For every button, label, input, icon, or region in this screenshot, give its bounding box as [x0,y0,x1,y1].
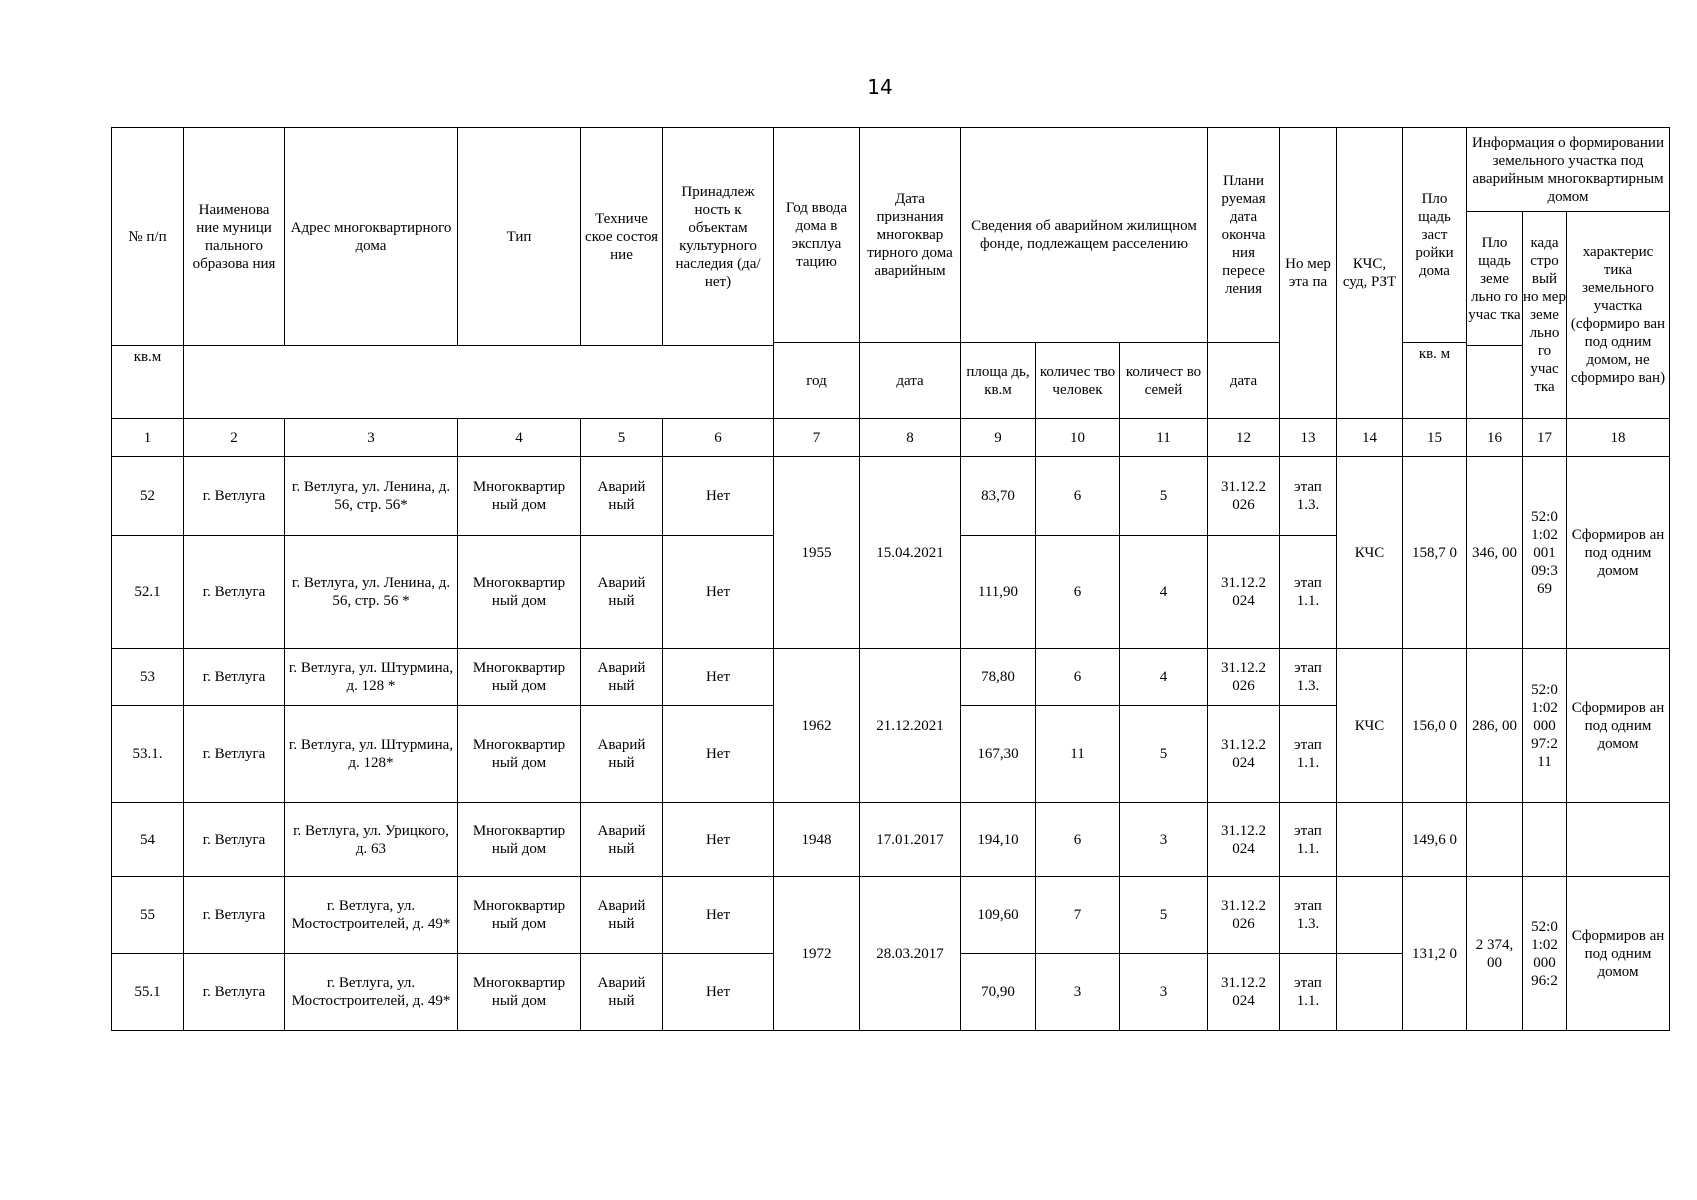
header-type: Тип [458,128,581,346]
group-plot-area: 346, 00 [1467,457,1523,649]
column-number: 18 [1567,419,1670,457]
header-planned-date: Плани руемая дата оконча ния пересе ления [1208,128,1280,343]
row-stage: этап 1.1. [1280,803,1337,877]
group-characteristic: Сформиров ан под одним домом [1567,877,1670,1031]
header-cultural-heritage: Принадлеж ность к объектам культурного наследия (да/нет) [663,128,774,346]
group-kchs: КЧС [1337,457,1403,649]
row-number: 54 [112,803,184,877]
row-state: Аварий ный [581,457,663,536]
header-plot-area: Пло щадь земе льно го учас тка [1467,212,1523,346]
group-plot-area [1467,803,1523,877]
row-families: 5 [1120,457,1208,536]
column-number: 17 [1523,419,1567,457]
column-number: 5 [581,419,663,457]
row-number: 52 [112,457,184,536]
row-address: г. Ветлуга, ул. Ленина, д. 56, стр. 56* [285,457,458,536]
row-people: 6 [1036,536,1120,649]
row-kchs [1337,877,1403,954]
row-stage: этап 1.1. [1280,706,1337,803]
table-row [112,877,1670,954]
group-year: 1955 [774,457,860,649]
header-land-plot-info: Информация о формировании земельного участка под аварийным многоквартирным домом [1467,128,1670,212]
row-people: 11 [1036,706,1120,803]
group-characteristic: Сформиров ан под одним домом [1567,649,1670,803]
header-kchs: КЧС, суд, РЗТ [1337,128,1403,419]
row-state: Аварий ный [581,877,663,954]
group-year: 1972 [774,877,860,1031]
row-planned-date: 31.12.2 026 [1208,457,1280,536]
column-number: 3 [285,419,458,457]
row-planned-date: 31.12.2 024 [1208,706,1280,803]
row-type: Многоквартир ный дом [458,803,581,877]
row-planned-date: 31.12.2 026 [1208,649,1280,706]
row-type: Многоквартир ный дом [458,954,581,1031]
row-people: 6 [1036,457,1120,536]
row-families: 4 [1120,649,1208,706]
row-planned-date: 31.12.2 026 [1208,877,1280,954]
row-cultural: Нет [663,536,774,649]
group-characteristic [1567,803,1670,877]
row-address: г. Ветлуга, ул. Мостостроителей, д. 49* [285,877,458,954]
row-stage: этап 1.1. [1280,536,1337,649]
group-kchs: КЧС [1337,649,1403,803]
row-address: г. Ветлуга, ул. Мостостроителей, д. 49* [285,954,458,1031]
emergency-housing-table [111,127,1670,1031]
row-state: Аварий ный [581,536,663,649]
group-date: 15.04.2021 [860,457,961,649]
row-area: 111,90 [961,536,1036,649]
row-address: г. Ветлуга, ул. Штурмина, д. 128 * [285,649,458,706]
header-sub-people: количес тво человек [1036,343,1120,419]
column-number: 15 [1403,419,1467,457]
column-number-row [112,419,1670,457]
row-municipality: г. Ветлуга [184,954,285,1031]
column-number: 9 [961,419,1036,457]
row-type: Многоквартир ный дом [458,877,581,954]
row-address: г. Ветлуга, ул. Штурмина, д. 128* [285,706,458,803]
row-municipality: г. Ветлуга [184,803,285,877]
row-number: 55.1 [112,954,184,1031]
header-year-commissioned: Год ввода дома в эксплуа тацию [774,128,860,343]
group-characteristic: Сформиров ан под одним домом [1567,457,1670,649]
row-area: 167,30 [961,706,1036,803]
column-number: 2 [184,419,285,457]
row-families: 3 [1120,954,1208,1031]
row-type: Многоквартир ный дом [458,457,581,536]
row-cultural: Нет [663,649,774,706]
row-people: 6 [1036,649,1120,706]
group-building-area: 156,0 0 [1403,649,1467,803]
row-stage: этап 1.3. [1280,457,1337,536]
header-emergency-fund: Сведения об аварийном жилищном фонде, подлежащем расселению [961,128,1208,343]
group-date: 21.12.2021 [860,649,961,803]
row-number: 55 [112,877,184,954]
header-recognition-date: Дата признания многоквар тирного дома аварийным [860,128,961,343]
group-year: 1962 [774,649,860,803]
table-row [112,803,1670,877]
row-families: 5 [1120,706,1208,803]
row-families: 5 [1120,877,1208,954]
header-number: № п/п [112,128,184,346]
header-sub-area: площа дь, кв.м [961,343,1036,419]
table-row [112,649,1670,706]
group-cadastral: 52:0 1:02 000 96:2 [1523,877,1567,1031]
row-municipality: г. Ветлуга [184,706,285,803]
column-number: 13 [1280,419,1337,457]
header-sub-families: количест во семей [1120,343,1208,419]
row-area: 83,70 [961,457,1036,536]
header-sub-date: дата [860,343,961,419]
header-municipality: Наименова ние муници пального образова ния [184,128,285,346]
header-sub-building-area: кв. м [1403,343,1467,419]
row-state: Аварий ный [581,954,663,1031]
row-address: г. Ветлуга, ул. Урицкого, д. 63 [285,803,458,877]
group-kchs [1337,803,1403,877]
row-people: 3 [1036,954,1120,1031]
row-area: 70,90 [961,954,1036,1031]
row-stage: этап 1.1. [1280,954,1337,1031]
row-cultural: Нет [663,803,774,877]
column-number: 6 [663,419,774,457]
header-sub-year: год [774,343,860,419]
group-building-area: 149,6 0 [1403,803,1467,877]
row-number: 53.1. [112,706,184,803]
group-building-area: 158,7 0 [1403,457,1467,649]
group-building-area: 131,2 0 [1403,877,1467,1031]
row-planned-date: 31.12.2 024 [1208,536,1280,649]
row-municipality: г. Ветлуга [184,457,285,536]
column-number: 10 [1036,419,1120,457]
row-municipality: г. Ветлуга [184,536,285,649]
row-state: Аварий ный [581,803,663,877]
header-building-area: Пло щадь заст ройки дома [1403,128,1467,343]
row-people: 6 [1036,803,1120,877]
column-number: 8 [860,419,961,457]
row-area: 78,80 [961,649,1036,706]
row-area: 194,10 [961,803,1036,877]
row-stage: этап 1.3. [1280,877,1337,954]
header-plot-characteristic: характерис тика земельного участка (сформиро ван под одним домом, не сформиро ван) [1567,212,1670,419]
row-number: 53 [112,649,184,706]
row-type: Многоквартир ный дом [458,706,581,803]
header-cadastral-number: када стро вый но мер земе льно го учас тка [1523,212,1567,419]
row-area: 109,60 [961,877,1036,954]
group-plot-area: 286, 00 [1467,649,1523,803]
row-families: 4 [1120,536,1208,649]
group-cadastral [1523,803,1567,877]
group-cadastral: 52:0 1:02 000 97:2 11 [1523,649,1567,803]
column-number: 4 [458,419,581,457]
row-cultural: Нет [663,706,774,803]
row-municipality: г. Ветлуга [184,649,285,706]
column-number: 12 [1208,419,1280,457]
row-type: Многоквартир ный дом [458,649,581,706]
column-number: 7 [774,419,860,457]
page-number: 14 [867,75,893,99]
row-state: Аварий ный [581,706,663,803]
row-municipality: г. Ветлуга [184,877,285,954]
column-number: 14 [1337,419,1403,457]
row-families: 3 [1120,803,1208,877]
row-address: г. Ветлуга, ул. Ленина, д. 56, стр. 56 * [285,536,458,649]
row-type: Многоквартир ный дом [458,536,581,649]
column-number: 11 [1120,419,1208,457]
row-cultural: Нет [663,954,774,1031]
group-year: 1948 [774,803,860,877]
header-stage-number: Но мер эта па [1280,128,1337,419]
row-people: 7 [1036,877,1120,954]
row-state: Аварий ный [581,649,663,706]
row-number: 52.1 [112,536,184,649]
header-tech-state: Техниче ское состоя ние [581,128,663,346]
row-planned-date: 31.12.2 024 [1208,954,1280,1031]
column-number: 1 [112,419,184,457]
group-date: 17.01.2017 [860,803,961,877]
table-row [112,457,1670,536]
group-cadastral: 52:0 1:02 001 09:3 69 [1523,457,1567,649]
header-address: Адрес многоквартирного дома [285,128,458,346]
row-planned-date: 31.12.2 024 [1208,803,1280,877]
group-plot-area: 2 374, 00 [1467,877,1523,1031]
header-sub-plot-area: кв.м [112,346,184,419]
group-date: 28.03.2017 [860,877,961,1031]
row-kchs [1337,954,1403,1031]
column-number: 16 [1467,419,1523,457]
row-stage: этап 1.3. [1280,649,1337,706]
header-sub-planned-date: дата [1208,343,1280,419]
row-cultural: Нет [663,877,774,954]
row-cultural: Нет [663,457,774,536]
